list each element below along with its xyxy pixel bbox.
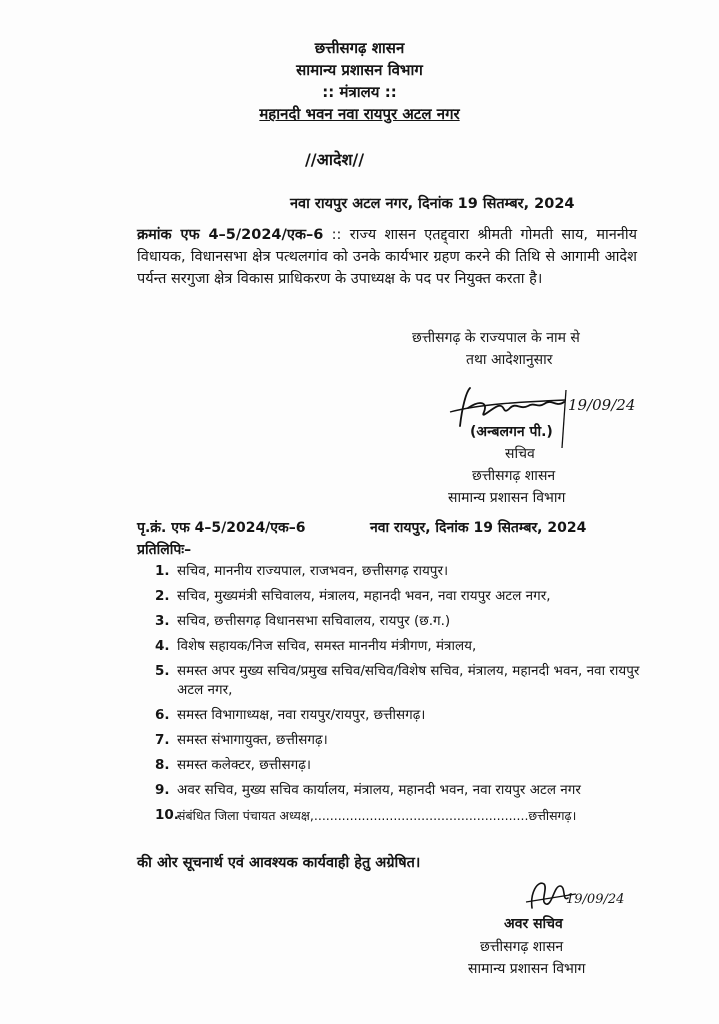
closing-line: की ओर सूचनार्थ एवं आवश्यक कार्यवाही हेतु अग्रेषित। <box>137 855 421 871</box>
header-address: महानदी भवन नवा रायपुर अटल नगर <box>259 105 460 123</box>
list-item: 8. समस्त कलेक्टर, छत्तीसगढ़। <box>155 757 311 773</box>
signature2-date: 19/09/24 <box>566 892 625 907</box>
list-item: 4. विशेष सहायक/निज सचिव, समस्त माननीय मंत्रीगण, मंत्रालय, <box>155 638 477 654</box>
list-item: 3. सचिव, छत्तीसगढ़ विधानसभा सचिवालय, रायपुर (छ.ग.) <box>155 613 451 629</box>
copy-list <box>155 562 650 832</box>
list-item: 2. सचिव, मुख्यमंत्री सचिवालय, मंत्रालय, महानदी भवन, नवा रायपुर अटल नगर, <box>155 588 551 604</box>
signatory2-org2: सामान्य प्रशासन विभाग <box>468 961 586 977</box>
order-number: क्रमांक एफ 4–5/2024/एक–6 <box>137 227 324 243</box>
signatory2-org1: छत्तीसगढ़ शासन <box>480 939 564 955</box>
signature1-date: 19/09/24 <box>568 396 636 414</box>
signatory1-org1: छत्तीसगढ़ शासन <box>472 468 556 484</box>
signatory2-designation: अवर सचिव <box>504 916 563 932</box>
signatory1-designation: सचिव <box>505 446 535 462</box>
header-government: छत्तीसगढ़ शासन <box>314 39 405 57</box>
order-date-line: नवा रायपुर अटल नगर, दिनांक 19 सितम्बर, 2024 <box>290 196 575 212</box>
list-item: 7. समस्त संभागायुक्त, छत्तीसगढ़। <box>155 732 328 748</box>
signatory1-name: (अन्बलगन पी.) <box>470 424 553 440</box>
list-item: 9. अवर सचिव, मुख्य सचिव कार्यालय, मंत्रालय, महानदी भवन, नवा रायपुर अटल नगर <box>155 782 581 798</box>
authority-line1: छत्तीसगढ़ के राज्यपाल के नाम से <box>412 330 580 346</box>
authority-line2: तथा आदेशानुसार <box>466 352 553 368</box>
header-ministry: :: मंत्रालय :: <box>322 83 397 101</box>
list-item: 10. संबंधित जिला पंचायत अध्यक्ष,......................................................छत्तीसगढ़। <box>155 807 577 823</box>
list-item: 6. समस्त विभागाध्यक्ष, नवा रायपुर/रायपुर, छत्तीसगढ़। <box>155 707 426 723</box>
copy-label: प्रतिलिपिः– <box>137 542 192 558</box>
endorsement-number: पृ.क्रं. एफ 4–5/2024/एक–6 <box>137 520 306 536</box>
signatory1-org2: सामान्य प्रशासन विभाग <box>448 490 566 506</box>
order-title: //आदेश// <box>304 150 365 169</box>
order-paragraph <box>137 224 637 290</box>
list-item: 5. समस्त अपर मुख्य सचिव/प्रमुख सचिव/सचिव/विशेष सचिव, मंत्रालय, महानदी भवन, नवा रायपुर अटल नगर, <box>155 663 640 698</box>
header-department: सामान्य प्रशासन विभाग <box>296 61 423 79</box>
list-item: 1. सचिव, माननीय राज्यपाल, राजभवन, छत्तीसगढ़ रायपुर। <box>155 563 449 579</box>
endorsement-place-date: नवा रायपुर, दिनांक 19 सितम्बर, 2024 <box>370 520 587 536</box>
order-text: :: राज्य शासन एतद्द्वारा श्रीमती गोमती साय, माननीय विधायक, विधानसभा क्षेत्र पत्थलगांव को उनके कार्यभार ग्रहण करने की तिथि से आगामी आदेश पर्यन्त सरगुजा क्षेत्र विकास प्राधिकरण के उपाध्यक्ष के पद पर नियुक्त करता है। <box>137 227 638 287</box>
